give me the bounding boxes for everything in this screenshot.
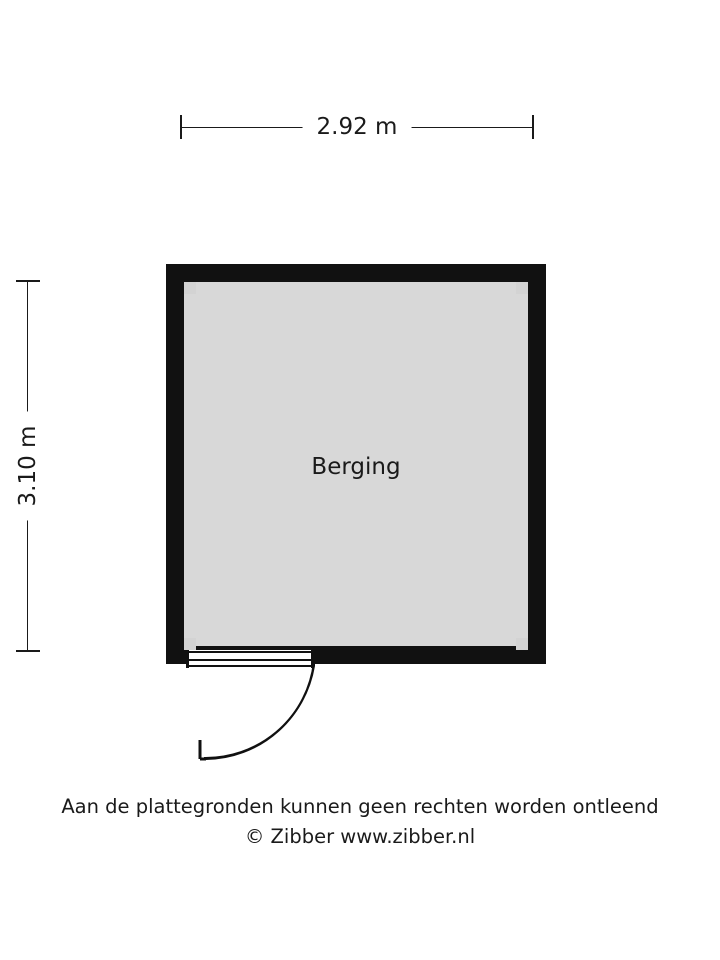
dimension-height xyxy=(8,280,48,652)
dimension-width-tick-left xyxy=(180,115,182,139)
wall-corner-bottom-right xyxy=(516,638,528,650)
door-swing-arc xyxy=(166,660,326,780)
wall-corner-top-right xyxy=(516,282,528,294)
dimension-height-tick-top xyxy=(16,280,40,282)
dimension-width xyxy=(180,108,534,146)
dimension-height-label: 3.10 m xyxy=(12,412,44,521)
dimension-width-label: 2.92 m xyxy=(303,111,412,143)
room-label: Berging xyxy=(311,454,401,480)
footer-disclaimer: Aan de plattegronden kunnen geen rechten worden ontleend xyxy=(61,795,659,818)
floorplan xyxy=(166,264,546,668)
footer xyxy=(0,792,720,852)
wall-corner-top-left xyxy=(184,282,196,294)
wall-corner-bottom-left xyxy=(184,638,196,650)
dimension-width-tick-right xyxy=(532,115,534,139)
footer-credit: © Zibber www.zibber.nl xyxy=(244,825,476,848)
dimension-height-tick-bottom xyxy=(16,650,40,652)
